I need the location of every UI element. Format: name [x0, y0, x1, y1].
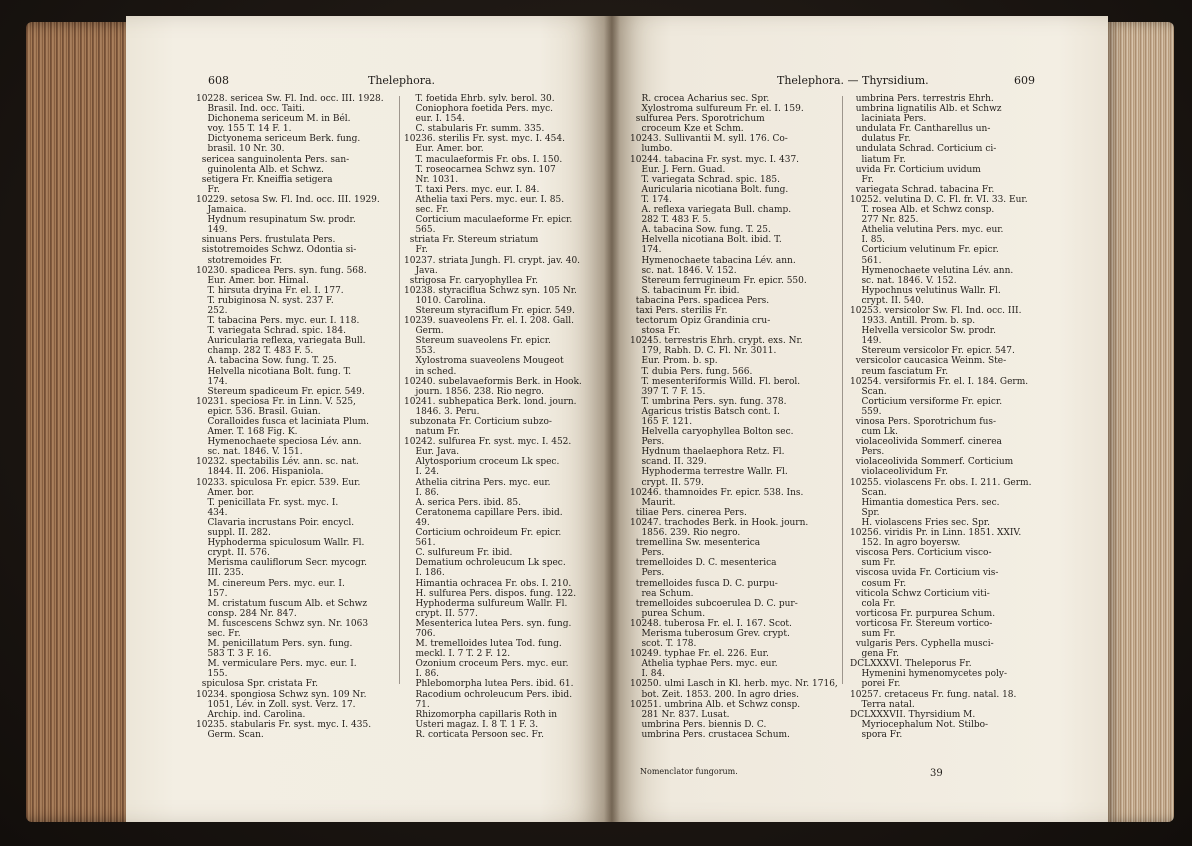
text-line: champ. 282 T. 483 F. 5. — [196, 346, 314, 357]
text-line: 561. — [404, 538, 436, 549]
text-line: taxi Pers. sterilis Fr. — [630, 305, 728, 316]
text-line: 10237. striata Jungh. Fl. crypt. jav. 40. — [404, 255, 581, 266]
text-line: Pers. — [630, 437, 665, 448]
text-line: 10257. cretaceus Fr. fung. natal. 18. — [850, 689, 1017, 700]
text-line: 10247. trachodes Berk. in Hook. journ. — [630, 517, 809, 528]
left-column-1 — [196, 94, 396, 740]
text-line: eur. I. 154. — [404, 114, 465, 125]
text-line: I. 84. — [630, 669, 666, 680]
text-line: 10245. terrestris Ehrh. crypt. exs. Nr. — [630, 336, 803, 347]
text-line: Hydnum resupinatum Sw. prodr. — [196, 215, 356, 226]
text-line: Athelia taxi Pers. myc. eur. I. 85. — [404, 194, 565, 205]
text-line: 49. — [404, 517, 430, 528]
text-line: 1846. 3. Peru. — [404, 406, 480, 417]
text-line: Ceratonema capillare Pers. ibid. — [404, 507, 563, 518]
text-line: T. 174. — [630, 194, 672, 205]
text-line: M. fuscescens Schwz syn. Nr. 1063 — [196, 618, 369, 629]
text-line: T. dubia Pers. fung. 566. — [630, 366, 753, 377]
text-line: suppl. II. 282. — [196, 528, 271, 539]
text-line: Hyphoderma sulfureum Wallr. Fl. — [404, 598, 568, 609]
text-line: T. variegata Schrad. spic. 184. — [196, 326, 346, 337]
text-line: Auricularia reflexa, variegata Bull. — [196, 336, 366, 347]
text-line: Athelia citrina Pers. myc. eur. — [404, 477, 551, 488]
text-line: Athelia typhae Pers. myc. eur. — [630, 659, 778, 670]
text-line: 155. — [196, 669, 228, 680]
text-line: undulata Fr. Cantharellus un- — [850, 124, 991, 135]
text-line: umbrina Pers. crustacea Schum. — [630, 729, 790, 740]
text-line: 10244. tabacina Fr. syst. myc. I. 437. — [630, 154, 800, 165]
text-line: liatum Fr. — [850, 154, 906, 165]
text-line: 706. — [404, 628, 436, 639]
text-line: 174. — [630, 245, 662, 256]
text-line: crypt. II. 579. — [630, 477, 704, 488]
text-line: Germ. — [404, 326, 444, 337]
text-line: T. umbrina Pers. syn. fung. 378. — [630, 396, 787, 407]
text-line: Ozonium croceum Pers. myc. eur. — [404, 659, 569, 670]
text-line: 10231. speciosa Fr. in Linn. V. 525, — [196, 396, 356, 407]
text-line: Rhizomorpha capillaris Roth in — [404, 709, 558, 720]
text-line: III. 235. — [196, 568, 244, 579]
text-line: rea Schum. — [630, 588, 694, 599]
text-line: Pers. — [630, 548, 665, 559]
text-line: T. mesenteriformis Willd. Fl. berol. — [630, 376, 801, 387]
text-line: H. sulfurea Pers. dispos. fung. 122. — [404, 588, 577, 599]
text-line: 157. — [196, 588, 228, 599]
text-line: Brasil. Ind. occ. Taiti. — [196, 104, 305, 115]
text-line: 10253. versicolor Sw. Fl. Ind. occ. III. — [850, 305, 1022, 316]
text-line: 1933. Antill. Prom. b. sp. — [850, 316, 976, 327]
text-line: gena Fr. — [850, 649, 899, 660]
text-line: R. crocea Acharius sec. Spr. — [630, 94, 770, 104]
text-line: Archip. ind. Carolina. — [196, 709, 306, 720]
text-line: Scan. — [850, 487, 887, 498]
text-line: T. hirsuta dryina Fr. el. I. 177. — [196, 285, 344, 296]
left-page-number: 608 — [208, 74, 229, 87]
text-line: DCLXXXVII. Thyrsidium M. — [850, 709, 976, 720]
text-line: 282 T. 483 F. 5. — [630, 215, 712, 226]
text-line: 179, Rabh. D. C. Fl. Nr. 3011. — [630, 346, 777, 357]
text-line: 561. — [850, 255, 882, 266]
right-page-edges — [1104, 22, 1174, 822]
text-line: sinuans Pers. frustulata Pers. — [196, 235, 336, 246]
text-line: scot. T. 178. — [630, 639, 697, 650]
text-line: H. violascens Fries sec. Spr. — [850, 517, 990, 528]
text-line: 10251. umbrina Alb. et Schwz consp. — [630, 699, 801, 710]
text-line: 10235. stabularis Fr. syst. myc. I. 435. — [196, 719, 372, 730]
right-page — [612, 16, 1108, 822]
text-line: M. cristatum fuscum Alb. et Schwz — [196, 598, 368, 609]
text-line: R. corticata Persoon sec. Fr. — [404, 729, 544, 740]
text-line: 252. — [196, 305, 228, 316]
text-line: voy. 155 T. 14 F. 1. — [196, 124, 292, 135]
text-line: T. foetida Ehrb. sylv. berol. 30. — [404, 94, 555, 104]
text-line: 10239. suaveolens Fr. el. I. 208. Gall. — [404, 316, 574, 327]
text-line: crypt. II. 577. — [404, 608, 478, 619]
text-line: T. maculaeformis Fr. obs. I. 150. — [404, 154, 563, 165]
text-line: vorticosa Fr. purpurea Schum. — [850, 608, 996, 619]
text-line: C. stabularis Fr. summ. 335. — [404, 124, 545, 135]
text-line: sc. nat. 1846. V. 151. — [196, 447, 303, 458]
text-line: 10242. sulfurea Fr. syst. myc. I. 452. — [404, 437, 572, 448]
text-line: Myriocephalum Not. Stilbo- — [850, 719, 989, 730]
text-line: 10230. spadicea Pers. syn. fung. 568. — [196, 265, 367, 276]
text-line: Mesenterica lutea Pers. syn. fung. — [404, 618, 572, 629]
text-line: crypt. II. 540. — [850, 295, 924, 306]
text-line: 10248. tuberosa Fr. el. I. 167. Scot. — [630, 618, 792, 629]
text-line: A. reflexa variegata Bull. champ. — [630, 205, 792, 216]
text-line: 559. — [850, 406, 882, 417]
text-line: Fr. — [196, 184, 220, 195]
text-line: 1844. II. 206. Hispaniola. — [196, 467, 324, 478]
text-line: Corticium velutinum Fr. epicr. — [850, 245, 999, 256]
text-line: undulata Schrad. Corticium ci- — [850, 144, 997, 155]
text-line: Agaricus tristis Batsch cont. I. — [630, 406, 780, 417]
text-line: 1051, Lév. in Zoll. syst. Verz. 17. — [196, 699, 356, 710]
text-line: uvida Fr. Corticium uvidum — [850, 164, 981, 175]
text-line: Java. — [404, 265, 438, 276]
text-line: Corticium versiforme Fr. epicr. — [850, 396, 1003, 407]
text-line: viscosa uvida Fr. Corticium vis- — [850, 568, 999, 579]
text-line: laciniata Pers. — [850, 114, 927, 125]
text-line: DCLXXXVI. Theleporus Fr. — [850, 659, 972, 670]
text-line: Scan. — [850, 386, 887, 397]
text-line: Stereum suaveolens Fr. epicr. — [404, 336, 551, 347]
text-line: T. rosea Alb. et Schwz consp. — [850, 205, 995, 216]
text-line: journ. 1856. 238. Rio negro. — [404, 386, 545, 397]
text-line: 149. — [850, 336, 882, 347]
text-line: 10243. Sullivantii M. syll. 176. Co- — [630, 134, 788, 145]
text-line: M. tremelloides lutea Tod. fung. — [404, 639, 562, 650]
text-line: T. variegata Schrad. spic. 185. — [630, 174, 780, 185]
text-line: Dichonema sericeum M. in Bél. — [196, 114, 351, 125]
text-line: A. tabacina Sow. fung. T. 25. — [630, 225, 771, 236]
text-line: T. rubiginosa N. syst. 237 F. — [196, 295, 334, 306]
text-line: Coralloides fusca et laciniata Plum. — [196, 417, 370, 427]
text-line: Amer. bor. — [196, 487, 255, 498]
text-line: I. 86. — [404, 487, 440, 498]
text-line: Hymenochaete speciosa Lév. ann. — [196, 437, 362, 448]
text-line: bot. Zeit. 1853. 200. In agro dries. — [630, 689, 799, 700]
text-line: Helvella versicolor Sw. prodr. — [850, 326, 996, 337]
text-line: 10229. setosa Sw. Fl. Ind. occ. III. 1929. — [196, 194, 380, 205]
text-line: Stereum ferrugineum Fr. epicr. 550. — [630, 275, 807, 286]
text-line: 10252. velutina D. C. Fl. fr. VI. 33. Eur. — [850, 194, 1028, 205]
text-line: porei Fr. — [850, 679, 901, 690]
text-line: 10232. spectabilis Lév. ann. sc. nat. — [196, 457, 359, 468]
text-line: Coniophora foetida Pers. myc. — [404, 104, 554, 115]
text-line: umbrina Pers. terrestris Ehrh. — [850, 94, 994, 104]
text-line: Corticium ochroideum Fr. epicr. — [404, 528, 562, 539]
text-line: Stereum styraciflum Fr. epicr. 549. — [404, 305, 575, 316]
text-line: tremellina Sw. mesenterica — [630, 538, 761, 549]
text-line: Xylostroma suaveolens Mougeot — [404, 356, 564, 367]
text-line: Merisma tuberosum Grev. crypt. — [630, 628, 790, 639]
left-column-rule — [399, 96, 400, 684]
text-line: Fr. — [404, 245, 428, 256]
text-line: crypt. II. 576. — [196, 548, 270, 559]
text-line: Hypochnus velutinus Wallr. Fl. — [850, 285, 1001, 296]
text-line: Usteri magaz. I. 8 T. 1 F. 3. — [404, 719, 539, 730]
text-line: setigera Fr. Kneiffia setigera — [196, 174, 333, 185]
text-line: violaceolividum Fr. — [850, 467, 948, 478]
text-line: Hyphoderma spiculosum Wallr. Fl. — [196, 538, 365, 549]
text-line: tectorum Opiz Grandinia cru- — [630, 316, 771, 327]
text-line: Himantia ochracea Fr. obs. I. 210. — [404, 578, 572, 589]
right-running-head: Thelephora. — Thyrsidium. — [777, 74, 929, 87]
text-line: epicr. 536. Brasil. Guian. — [196, 406, 321, 417]
text-line: Nr. 1031. — [404, 174, 459, 185]
text-line: A. tabacina Sow. fung. T. 25. — [196, 356, 337, 367]
text-line: sistotremoides Schwz. Odontia si- — [196, 245, 357, 256]
text-line: Eur. Amer. bor. Himal. — [196, 275, 309, 286]
text-line: 10236. sterilis Fr. syst. myc. I. 454. — [404, 134, 565, 145]
text-line: S. tabacinum Fr. ibid. — [630, 285, 740, 296]
text-line: vorticosa Fr. Stereum vortico- — [850, 618, 993, 629]
text-line: Athelia velutina Pers. myc. eur. — [850, 225, 1004, 236]
text-line: stotremoides Fr. — [196, 255, 283, 266]
text-line: Alytosporium croceum Lk spec. — [404, 457, 560, 468]
text-line: tremelloides subcoerulea D. C. pur- — [630, 598, 798, 609]
text-line: 281 Nr. 837. Lusat. — [630, 709, 730, 720]
text-line: Stereum versicolor Fr. epicr. 547. — [850, 346, 1015, 357]
text-line: subzonata Fr. Corticium subzo- — [404, 417, 552, 427]
text-line: 149. — [196, 225, 228, 236]
text-line: sec. Fr. — [404, 205, 449, 216]
text-line: natum Fr. — [404, 427, 460, 438]
text-line: 583 T. 3 F. 16. — [196, 649, 272, 660]
right-column-1 — [630, 94, 838, 740]
text-line: consp. 284 Nr. 847. — [196, 608, 297, 619]
text-line: Eur. Amer. bor. — [404, 144, 484, 155]
text-line: Hydnum thaelaephora Retz. Fl. — [630, 447, 785, 458]
text-line: Merisma cauliflorum Secr. mycogr. — [196, 558, 367, 569]
text-line: violaceolivida Sommerf. Corticium — [850, 457, 1014, 468]
book-gutter — [604, 16, 620, 822]
text-line: Pers. — [630, 568, 665, 579]
text-line: Spr. — [850, 507, 880, 518]
text-line: tabacina Pers. spadicea Pers. — [630, 295, 770, 306]
text-line: Eur. Java. — [404, 447, 460, 458]
text-line: sum Fr. — [850, 558, 896, 569]
text-line: 10238. styraciflua Schwz syn. 105 Nr. — [404, 285, 577, 296]
text-line: sec. Fr. — [196, 628, 241, 639]
text-line: T. roseocarnea Schwz syn. 107 — [404, 164, 556, 175]
text-line: 434. — [196, 507, 228, 518]
text-line: Pers. — [850, 447, 885, 458]
text-line: Amer. T. 168 Fig. K. — [196, 427, 298, 438]
text-line: 10234. spongiosa Schwz syn. 109 Nr. — [196, 689, 367, 700]
text-line: Racodium ochroleucum Pers. ibid. — [404, 689, 573, 700]
text-line: reum fasciatum Fr. — [850, 366, 949, 377]
text-line: 165 F. 121. — [630, 417, 693, 427]
text-line: cosum Fr. — [850, 578, 907, 589]
text-line: scand. II. 329. — [630, 457, 707, 468]
text-line: 277 Nr. 825. — [850, 215, 919, 226]
text-line: I. 186. — [404, 568, 445, 579]
text-line: Fr. — [850, 174, 874, 185]
text-line: 553. — [404, 346, 436, 357]
text-line: viticola Schwz Corticium viti- — [850, 588, 990, 599]
text-line: Dematium ochroleucum Lk spec. — [404, 558, 566, 569]
text-line: sc. nat. 1846. V. 152. — [850, 275, 957, 286]
signature-mark: 39 — [930, 768, 943, 779]
text-line: Germ. Scan. — [196, 729, 264, 740]
text-line: Hymenochaete velutina Lév. ann. — [850, 265, 1014, 276]
text-line: Eur. J. Fern. Guad. — [630, 164, 726, 175]
text-line: Stereum spadiceum Fr. epicr. 549. — [196, 386, 365, 397]
text-line: cum Lk. — [850, 427, 898, 438]
text-line: Hyphoderma terrestre Wallr. Fl. — [630, 467, 788, 478]
text-line: variegata Schrad. tabacina Fr. — [850, 184, 995, 195]
text-line: lumbo. — [630, 144, 673, 155]
text-line: M. cinereum Pers. myc. eur. I. — [196, 578, 345, 589]
left-running-head: Thelephora. — [368, 74, 436, 87]
text-line: croceum Kze et Schm. — [630, 124, 744, 135]
text-line: Auricularia nicotiana Bolt. fung. — [630, 184, 789, 195]
text-line: 397 T. 7 F. 15. — [630, 386, 706, 397]
left-column-2 — [404, 94, 604, 740]
text-line: violaceolivida Sommerf. cinerea — [850, 437, 1002, 448]
right-page-number: 609 — [1014, 74, 1035, 87]
text-line: umbrina Pers. biennis D. C. — [630, 719, 767, 730]
text-line: sericea sanguinolenta Pers. san- — [196, 154, 350, 165]
text-line: viscosa Pers. Corticium visco- — [850, 548, 992, 559]
text-line: 10250. ulmi Lasch in Kl. herb. myc. Nr. 1716, — [630, 679, 838, 690]
text-line: tiliae Pers. cinerea Pers. — [630, 507, 747, 518]
text-line: M. vermiculare Pers. myc. eur. I. — [196, 659, 357, 670]
text-line: striata Fr. Stereum striatum — [404, 235, 539, 246]
text-line: T. taxi Pers. myc. eur. I. 84. — [404, 184, 540, 195]
text-line: tremelloides fusca D. C. purpu- — [630, 578, 778, 589]
text-line: 565. — [404, 225, 436, 236]
text-line: 1010. Carolina. — [404, 295, 486, 306]
text-line: Maurit. — [630, 497, 676, 508]
text-line: Hymenochaete tabacina Lév. ann. — [630, 255, 796, 266]
text-line: sc. nat. 1846. V. 152. — [630, 265, 737, 276]
text-line: sum Fr. — [850, 628, 896, 639]
text-line: umbrina lignatilis Alb. et Schwz — [850, 104, 1002, 115]
left-page — [126, 16, 612, 822]
text-line: I. 86. — [404, 669, 440, 680]
text-line: 10256. viridis Pr. in Linn. 1851. XXIV. — [850, 528, 1022, 539]
text-line: 71. — [404, 699, 430, 710]
text-line: Helvella nicotiana Bolt. fung. T. — [196, 366, 352, 377]
right-column-rule — [842, 96, 843, 684]
text-line: M. penicillatum Pers. syn. fung. — [196, 639, 353, 650]
text-line: C. sulfureum Fr. ibid. — [404, 548, 513, 559]
text-line: spora Fr. — [850, 729, 903, 740]
text-line: meckl. I. 7 T. 2 F. 12. — [404, 649, 511, 660]
text-line: 10254. versiformis Fr. el. I. 184. Germ. — [850, 376, 1029, 387]
text-line: I. 85. — [850, 235, 886, 246]
footer-title: Nomenclator fungorum. — [640, 767, 738, 776]
text-line: Hymenini hymenomycetes poly- — [850, 669, 1007, 680]
text-line: A. serica Pers. ibid. 85. — [404, 497, 521, 508]
text-line: Helvella nicotiana Bolt. ibid. T. — [630, 235, 782, 246]
text-line: brasil. 10 Nr. 30. — [196, 144, 285, 155]
text-line: Himantia domestica Pers. sec. — [850, 497, 1000, 508]
text-line: Jamaica. — [196, 205, 247, 216]
text-line: cola Fr. — [850, 598, 896, 609]
text-line: Phlebomorpha lutea Pers. ibid. 61. — [404, 679, 574, 690]
right-column-2 — [850, 94, 1060, 740]
text-line: Corticium maculaeforme Fr. epicr. — [404, 215, 573, 226]
text-line: stosa Fr. — [630, 326, 681, 337]
text-line: I. 24. — [404, 467, 440, 478]
text-line: 152. In agro boyersw. — [850, 538, 961, 549]
text-line: dulatus Fr. — [850, 134, 911, 145]
text-line: Terra natal. — [850, 699, 915, 710]
text-line: T. penicillata Fr. syst. myc. I. — [196, 497, 339, 508]
text-line: sulfurea Pers. Sporotrichum — [630, 114, 765, 125]
text-line: 174. — [196, 376, 228, 387]
text-line: in sched. — [404, 366, 457, 377]
text-line: 1856. 239. Rio negro. — [630, 528, 741, 539]
text-line: Eur. Prom. b. sp. — [630, 356, 718, 367]
text-line: vinosa Pers. Sporotrichum fus- — [850, 417, 997, 427]
text-line: T. tabacina Pers. myc. eur. I. 118. — [196, 316, 360, 327]
text-line: spiculosa Spr. cristata Fr. — [196, 679, 319, 690]
text-line: 10255. violascens Fr. obs. I. 211. Germ. — [850, 477, 1032, 488]
text-line: purea Schum. — [630, 608, 706, 619]
text-line: 10241. subhepatica Berk. lond. journ. — [404, 396, 577, 407]
text-line: Dictyonema sericeum Berk. fung. — [196, 134, 361, 145]
text-line: strigosa Fr. caryophyllea Fr. — [404, 275, 539, 286]
text-line: vulgaris Pers. Cyphella musci- — [850, 639, 994, 650]
text-line: 10246. thamnoides Fr. epicr. 538. Ins. — [630, 487, 804, 498]
text-line: 10228. sericea Sw. Fl. Ind. occ. III. 1928. — [196, 94, 384, 104]
text-line: Xylostroma sulfureum Fr. el. I. 159. — [630, 104, 804, 115]
text-line: Helvella caryophyllea Bolton sec. — [630, 427, 794, 438]
text-line: 10233. spiculosa Fr. epicr. 539. Eur. — [196, 477, 361, 488]
text-line: 10249. typhae Fr. el. 226. Eur. — [630, 649, 769, 660]
text-line: 10240. subelavaeformis Berk. in Hook. — [404, 376, 582, 387]
text-line: tremelloides D. C. mesenterica — [630, 558, 777, 569]
text-line: Clavaria incrustans Poir. encycl. — [196, 517, 355, 528]
text-line: guinolenta Alb. et Schwz. — [196, 164, 324, 175]
text-line: versicolor caucasica Weinm. Ste- — [850, 356, 1007, 367]
